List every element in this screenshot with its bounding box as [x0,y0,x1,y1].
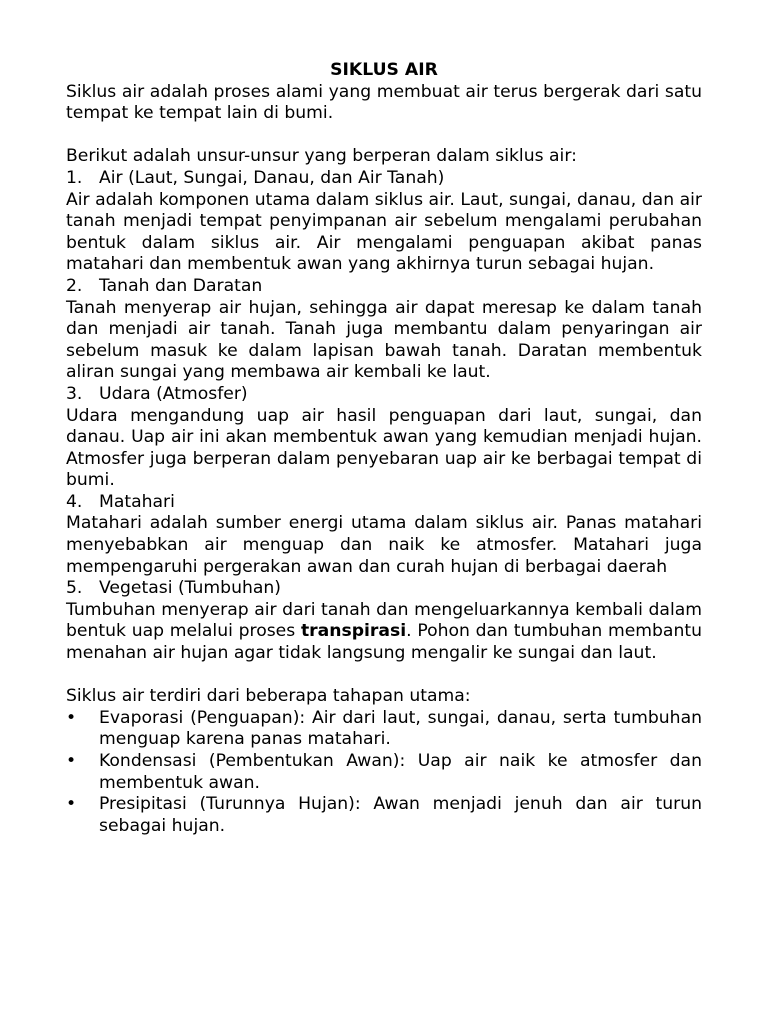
element-heading-3 [66,384,702,406]
element-heading-1 [66,168,702,190]
list-item-text: Evaporasi (Penguapan): Air dari laut, sungai, danau, serta tumbuhan menguap karena panas matahari. [99,707,702,750]
blank-line [66,125,702,147]
element-paragraph-5 [66,600,702,665]
element-number: 2. [66,275,83,296]
paragraph-text: . Pohon dan tumbuhan membantu menahan air hujan agar tidak langsung mengalir ke sungai dan laut. [66,621,702,664]
element-title: Udara (Atmosfer) [99,383,248,404]
bold-term: transpirasi [300,621,407,642]
intro-paragraph: Siklus air adalah proses alami yang membuat air terus bergerak dari satu tempat ke tempat lain di bumi. [66,81,702,124]
list-item [66,794,702,837]
bullet-icon: • [66,707,77,728]
list-item-text: Kondensasi (Pembentukan Awan): Uap air naik ke atmosfer dan membentuk awan. [99,751,702,793]
element-number: 4. [66,491,83,512]
element-title: Air (Laut, Sungai, Danau, dan Air Tanah) [99,167,445,188]
element-heading-5 [66,578,702,600]
blank-line [66,665,702,687]
element-number: 3. [66,383,83,404]
bullet-icon: • [66,751,77,771]
bullet-icon: • [66,794,77,815]
element-title: Vegetasi (Tumbuhan) [99,578,282,599]
document-body [66,60,702,837]
element-paragraph-3: Udara mengandung uap air hasil penguapan dari laut, sungai, dan danau. Uap air ini akan membentuk awan yang kemudian menjadi hujan. Atmosfer juga berperan dalam penyebaran uap air ke berbagai tempat di bumi. [66,405,702,491]
stages-list [66,708,702,838]
element-heading-4 [66,492,702,514]
element-paragraph-2: Tanah menyerap air hujan, sehingga air dapat meresap ke dalam tanah dan menjadi air tanah. Tanah juga membantu dalam penyaringan air sebelum masuk ke dalam lapisan bawah tanah. Daratan membentuk aliran sungai yang membawa air kembali ke laut. [66,297,702,383]
element-heading-2 [66,276,702,298]
element-title: Tanah dan Daratan [99,275,263,296]
element-paragraph-4: Matahari adalah sumber energi utama dalam siklus air. Panas matahari menyebabkan air menguap dan naik ke atmosfer. Matahari juga mempengaruhi pergerakan awan dan curah hujan di berbagai daerah [66,513,702,577]
document-title: SIKLUS AIR [330,60,438,80]
stages-intro: Siklus air terdiri dari beberapa tahapan utama: [66,686,471,707]
element-number: 1. [66,167,83,188]
element-number: 5. [66,578,83,599]
element-paragraph-1: Air adalah komponen utama dalam siklus air. Laut, sungai, danau, dan air tanah menjadi tempat penyimpanan air sebelum mengalami perubahan bentuk dalam siklus air. Air mengalami penguapan akibat panas matahari dan membentuk awan yang akhirnya turun sebagai hujan. [66,189,702,275]
list-item [66,708,702,751]
paragraph-text: Tumbuhan menyerap air dari tanah dan mengeluarkannya kembali dalam bentuk uap melalui proses [66,599,702,642]
elements-intro: Berikut adalah unsur-unsur yang berperan dalam siklus air: [66,146,577,167]
element-title: Matahari [99,491,175,512]
list-item [66,751,702,794]
list-item-text: Presipitasi (Turunnya Hujan): Awan menjadi jenuh dan air turun sebagai hujan. [99,794,702,836]
